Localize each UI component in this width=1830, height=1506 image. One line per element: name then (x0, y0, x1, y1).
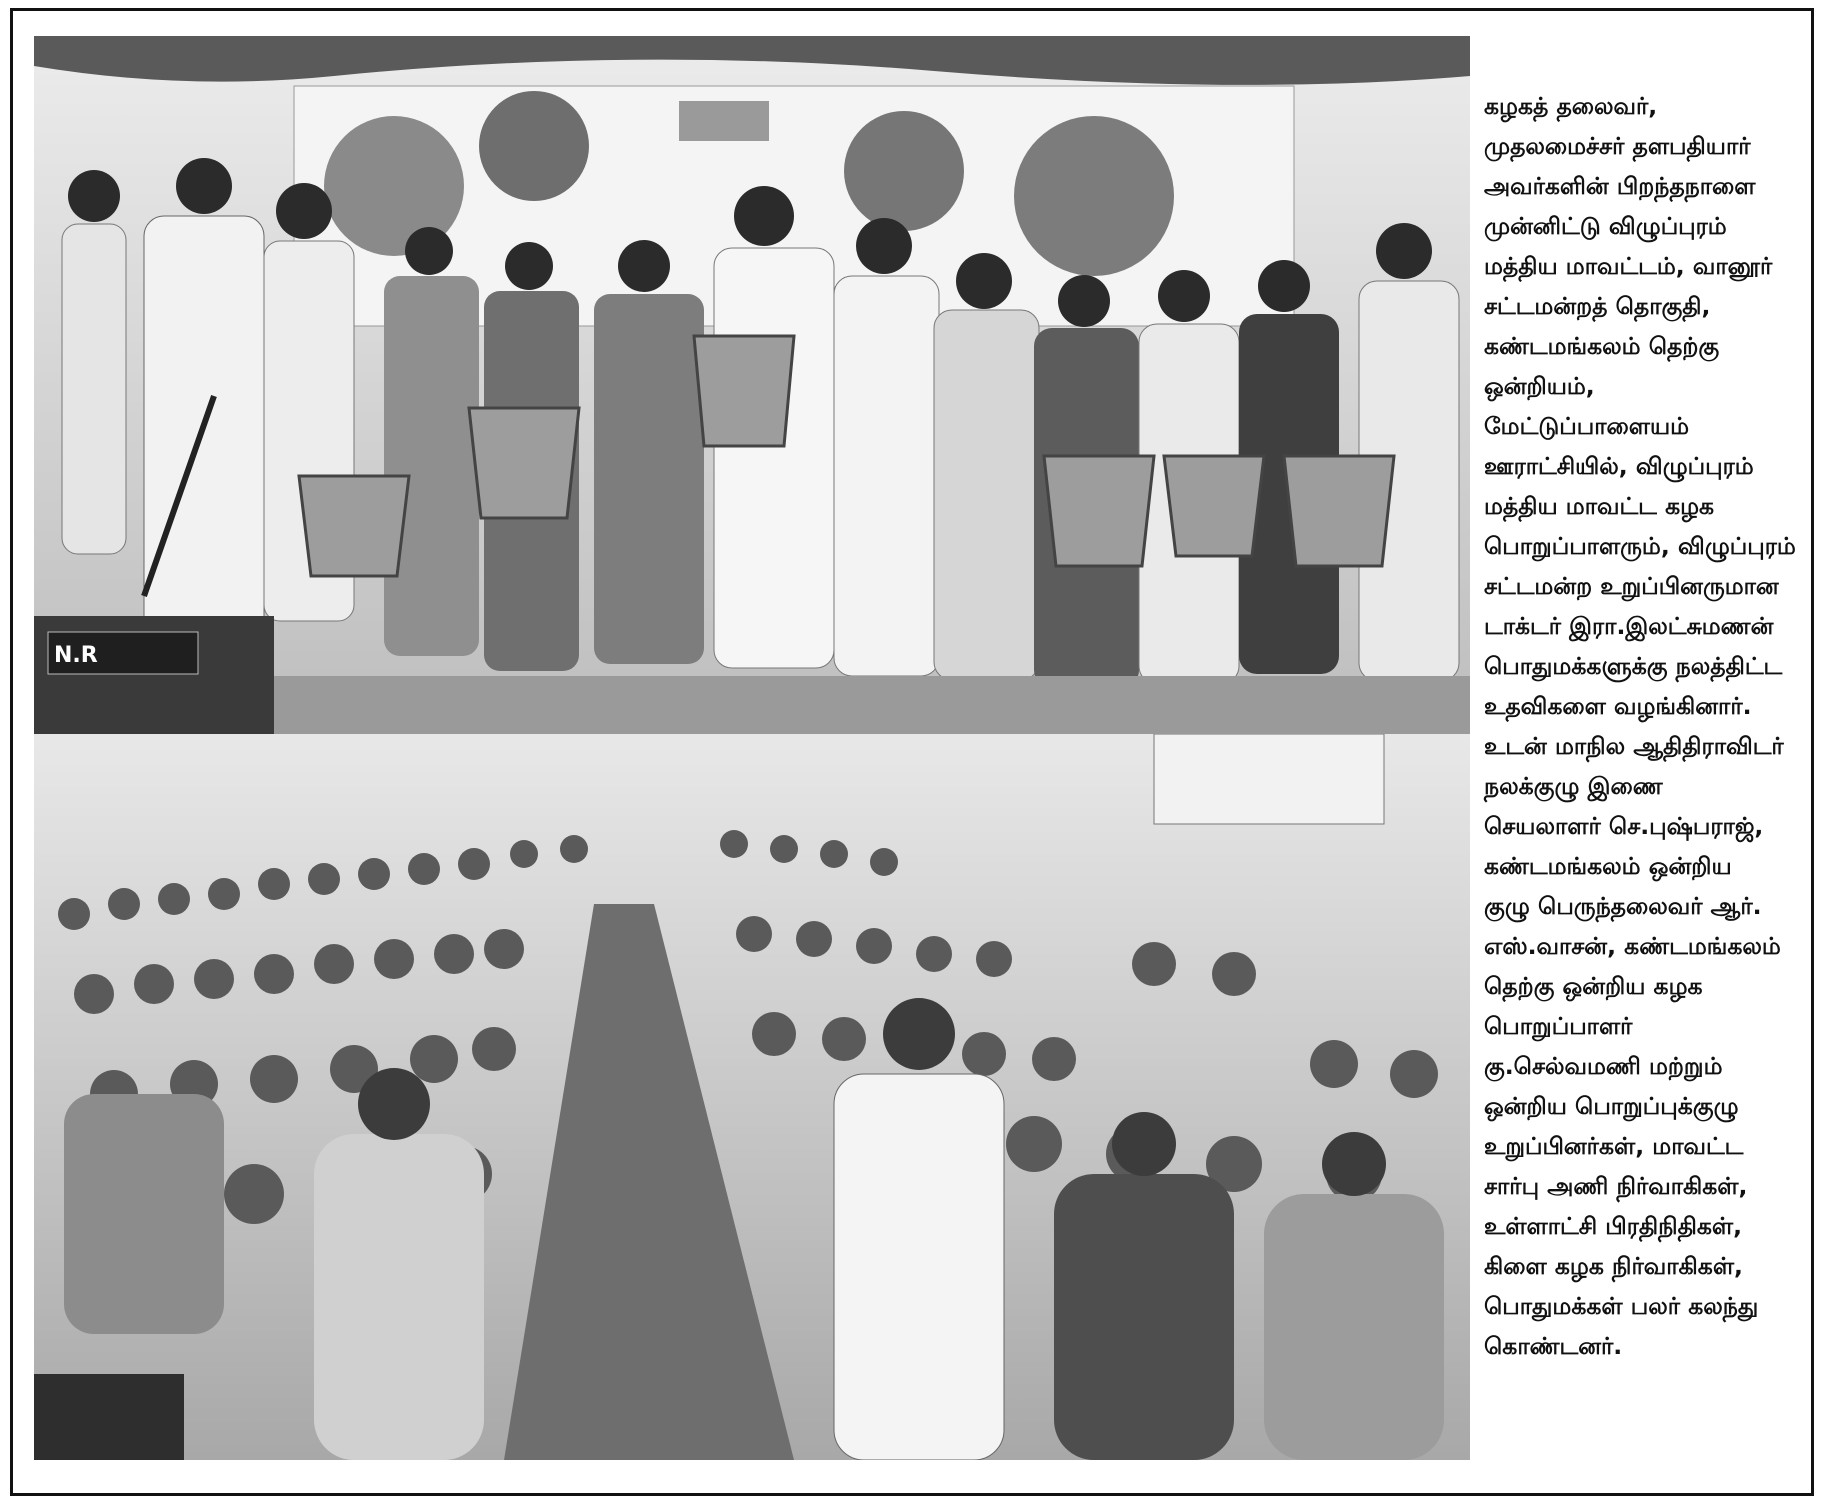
caption-line: கிளை கழக நிர்வாகிகள், (1484, 1252, 1743, 1280)
caption-line: உள்ளாட்சி பிரதிநிதிகள், (1484, 1212, 1743, 1240)
caption-line: கொண்டனர். (1484, 1332, 1623, 1360)
caption-line: ஒன்றியம், (1484, 372, 1595, 400)
photo-audience (34, 734, 1470, 1460)
caption-line: உதவிகளை வழங்கினார். (1484, 692, 1752, 720)
caption-line: கழகத் தலைவர், (1484, 92, 1658, 120)
caption-line: அவர்களின் பிறந்தநாளை (1484, 172, 1756, 200)
caption-line: டாக்டர் இரா.இலட்சுமணன் (1484, 612, 1774, 640)
caption-line: பொறுப்பாளரும், விழுப்புரம் (1484, 532, 1796, 560)
caption-line: ஒன்றிய பொறுப்புக்குழு (1484, 1092, 1739, 1120)
caption-line: எஸ்.வாசன், கண்டமங்கலம் (1484, 932, 1781, 960)
article-caption (1484, 86, 1814, 1366)
caption-line: ஊராட்சியில், விழுப்புரம் (1484, 452, 1754, 480)
caption-line: சட்டமன்றத் தொகுதி, (1484, 292, 1711, 320)
photo-stage-distribution (34, 36, 1470, 734)
caption-line: பொதுமக்கள் பலர் கலந்து (1484, 1292, 1759, 1320)
caption-line: குழு பெருந்தலைவர் ஆர். (1484, 892, 1762, 920)
caption-line: பொதுமக்களுக்கு நலத்திட்ட (1484, 652, 1783, 680)
caption-line: மத்திய மாவட்ட கழக (1484, 492, 1715, 520)
caption-line: நலக்குழு இணை (1484, 772, 1663, 800)
caption-line: கண்டமங்கலம் ஒன்றிய (1484, 852, 1732, 880)
caption-line: பொறுப்பாளர் (1484, 1012, 1633, 1040)
caption-line: தெற்கு ஒன்றிய கழக (1484, 972, 1703, 1000)
caption-line: மேட்டுப்பாளையம் (1484, 412, 1690, 440)
caption-line: முதலமைச்சர் தளபதியார் (1484, 132, 1751, 160)
caption-line: கு.செல்வமணி மற்றும் (1484, 1052, 1723, 1080)
caption-line: சட்டமன்ற உறுப்பினருமான (1484, 572, 1779, 600)
caption-line: செயலாளர் செ.புஷ்பராஜ், (1484, 812, 1764, 840)
audience-photo-graphic (34, 734, 1470, 1460)
stage-photo-graphic (34, 36, 1470, 734)
sound-box-text: N.R (54, 643, 98, 668)
caption-line: கண்டமங்கலம் தெற்கு (1484, 332, 1720, 360)
caption-line: மத்திய மாவட்டம், வானூர் (1484, 252, 1773, 280)
caption-line: முன்னிட்டு விழுப்புரம் (1484, 212, 1727, 240)
caption-line: உறுப்பினர்கள், மாவட்ட (1484, 1132, 1744, 1160)
caption-line: சார்பு அணி நிர்வாகிகள், (1484, 1172, 1748, 1200)
caption-line: உடன் மாநில ஆதிதிராவிடர் (1484, 732, 1784, 760)
